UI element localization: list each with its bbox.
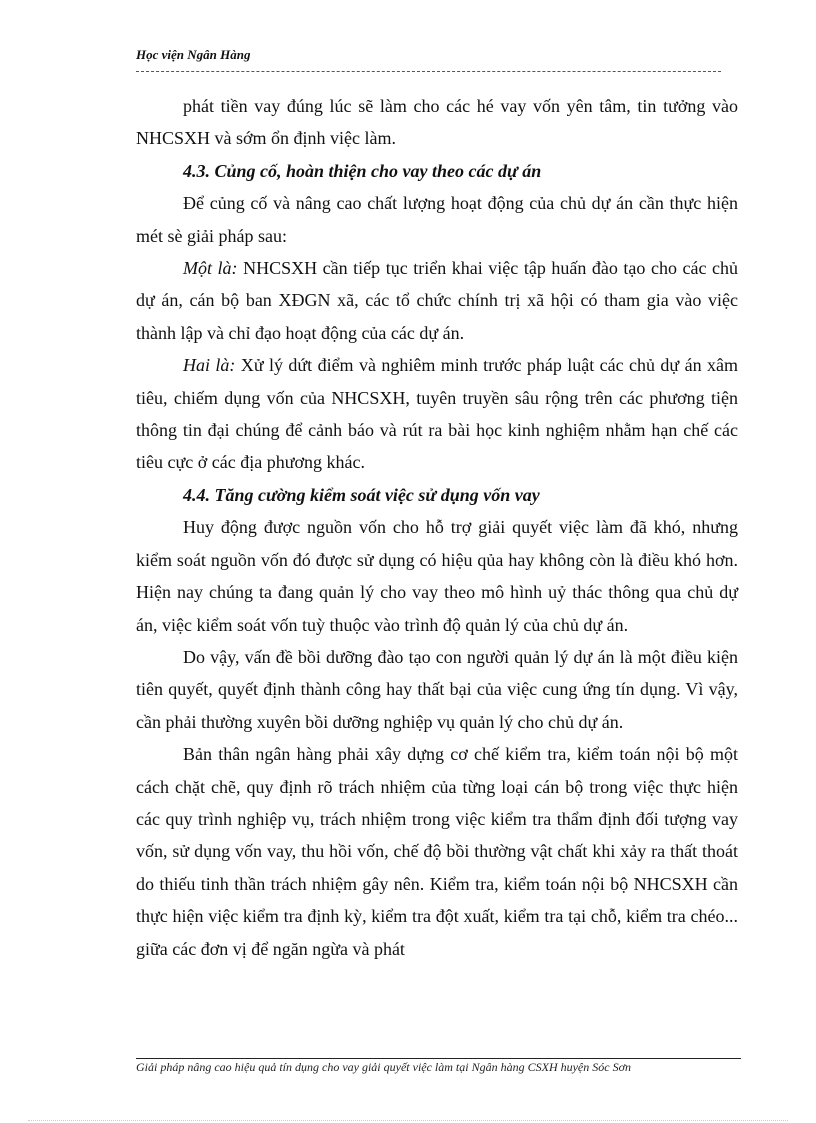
header-divider <box>136 71 721 72</box>
paragraph <box>136 349 738 479</box>
paragraph-text: Xử lý dứt điểm và nghiêm minh trước pháp luật các chủ dự án xâm tiêu, chiếm dụng vốn của NHCSXH, tuyên truyền sâu rộng trên các phương tiện thông tin đại chúng để cảnh báo và rút ra bài học kinh nghiệm nhằm hạn chế các tiêu cực ở các địa phương khác. <box>136 355 738 473</box>
paragraph: Bản thân ngân hàng phải xây dựng cơ chế kiểm tra, kiểm toán nội bộ một cách chặt chẽ, quy định rõ trách nhiệm của từng loại cán bộ trong việc thực hiện các quy trình nghiệp vụ, trách nhiệm trong việc kiểm tra thẩm định đối tượng vay vốn, sử dụng vốn vay, thu hồi vốn, chế độ bồi thường vật chất khi xảy ra thất thoát do thiếu tinh thần trách nhiệm gây nên. Kiểm tra, kiểm toán nội bộ NHCSXH cần thực hiện việc kiểm tra định kỳ, kiểm tra đột xuất, kiểm tra tại chỗ, kiểm tra chéo... giữa các đơn vị để ngăn ngừa và phát <box>136 744 738 959</box>
paragraph: Để củng cố và nâng cao chất lượng hoạt động của chủ dự án cần thực hiện mét sè giải pháp sau: <box>136 193 738 246</box>
page-bottom-border <box>28 1120 788 1121</box>
page-footer: Giải pháp nâng cao hiệu quả tín dụng cho vay giải quyết việc làm tại Ngân hàng CSXH huyện Sóc Sơn <box>136 1060 631 1074</box>
paragraph: phát tiền vay đúng lúc sẽ làm cho các hé vay vốn yên tâm, tin tưởng vào NHCSXH và sớm ổn định việc làm. <box>136 96 738 149</box>
page-header: Học viện Ngân Hàng <box>136 47 251 62</box>
document-body <box>136 90 738 965</box>
section-heading-4-3: 4.3. Củng cố, hoàn thiện cho vay theo các dự án <box>183 160 542 181</box>
section-heading-4-4: 4.4. Tăng cường kiểm soát việc sử dụng vốn vay <box>183 484 540 505</box>
paragraph-text: NHCSXH cần tiếp tục triển khai việc tập huấn đào tạo cho các chủ dự án, cán bộ ban XĐGN xã, các tổ chức chính trị xã hội có tham gia vào việc thành lập và chỉ đạo hoạt động của các dự án. <box>136 258 738 343</box>
paragraph: Huy động được nguồn vốn cho hỗ trợ giải quyết việc làm đã khó, nhưng kiểm soát nguồn vốn đó được sử dụng có hiệu qủa hay không còn là điều khó hơn. Hiện nay chúng ta đang quản lý cho vay theo mô hình uỷ thác thông qua chủ dự án, việc kiểm soát vốn tuỳ thuộc vào trình độ quản lý của chủ dự án. <box>136 517 738 635</box>
footer-divider <box>136 1058 741 1059</box>
paragraph-lead: Một là: <box>183 258 238 279</box>
paragraph-lead: Hai là: <box>183 355 236 376</box>
paragraph: Do vậy, vấn đề bồi dưỡng đào tạo con người quản lý dự án là một điều kiện tiên quyết, quyết định thành công hay thất bại của việc cung ứng tín dụng. Vì vậy, cần phải thường xuyên bồi dưỡng nghiệp vụ quản lý cho chủ dự án. <box>136 646 738 732</box>
paragraph <box>136 252 738 349</box>
